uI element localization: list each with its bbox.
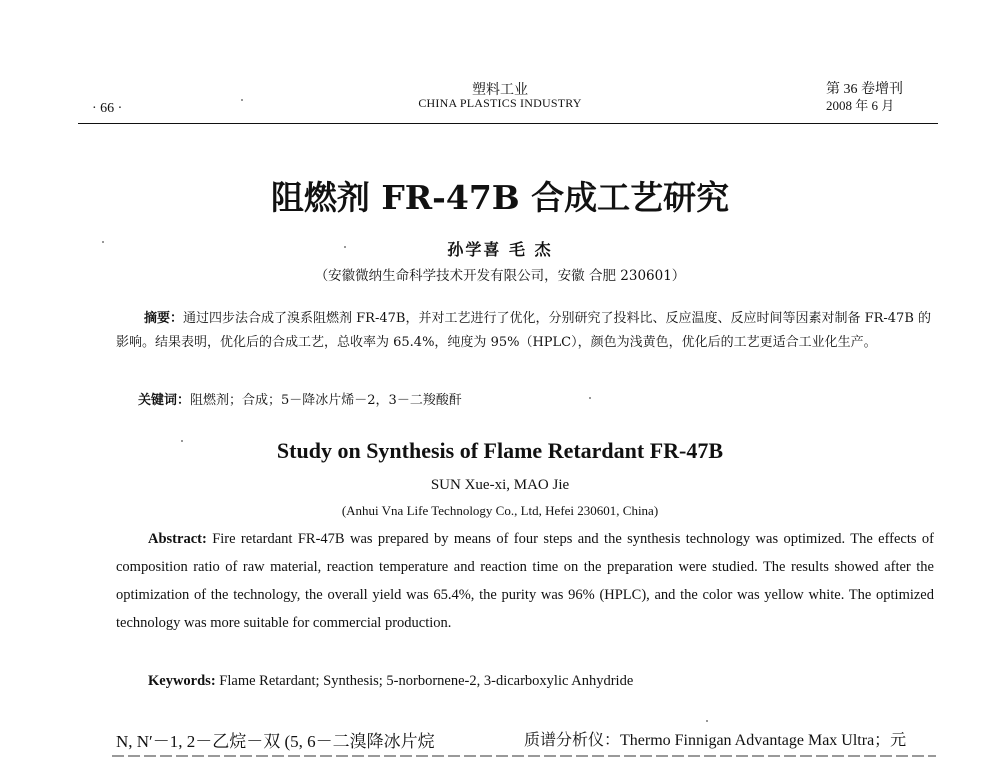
- journal-title-en: CHINA PLASTICS INDUSTRY: [418, 96, 582, 110]
- scan-speck: [241, 99, 243, 101]
- scan-speck: [589, 397, 591, 399]
- authors-en: SUN Xue-xi, MAO Jie: [430, 477, 570, 493]
- body-left-column-start: N, N′－1, 2－乙烷－双 (5, 6－二溴降冰片烷: [116, 732, 435, 751]
- page-number: · 66 ·: [92, 101, 123, 116]
- keywords-cn-label: 关键词：: [138, 393, 191, 408]
- keywords-cn: [138, 389, 462, 408]
- scan-speck: [102, 241, 104, 243]
- scan-speck: [181, 440, 183, 442]
- authors-cn: 孙学喜 毛 杰: [447, 240, 553, 259]
- header-rule: [78, 123, 938, 124]
- abstract-en: [116, 525, 934, 637]
- keywords-cn-text: 阻燃剂；合成；5－降冰片烯－2，3－二羧酸酐: [190, 393, 462, 408]
- keywords-en-text: Flame Retardant; Synthesis; 5-norbornene-2, 3-dicarboxylic Anhydride: [219, 673, 634, 689]
- abstract-cn-label: 摘要：: [144, 311, 184, 326]
- body-right-column-start: 质谱分析仪：Thermo Finnigan Advantage Max Ultra；元: [524, 732, 907, 749]
- paper-title-cn: 阻燃剂 FR-47B 合成工艺研究: [270, 178, 730, 217]
- journal-title-cn: 塑料工业: [472, 83, 528, 98]
- paper-title-en: Study on Synthesis of Flame Retardant FR-47B: [276, 438, 724, 463]
- abstract-en-text: Fire retardant FR-47B was prepared by means of four steps and the synthesis technology was optimized. The effects of composition ratio of raw material, reaction temperature and reaction time on the preparation were studied. The results showed after the optimization of the technology, the overall yield was 65.4%, the purity was 96% (HPLC), and the color was yellow white. The optimized technology was more suitable for commercial production.: [116, 531, 934, 631]
- abstract-cn: [116, 307, 936, 355]
- scan-speck: [344, 246, 346, 248]
- cut-off-next-line: [112, 752, 936, 760]
- issue-date: 2008 年 6 月: [826, 98, 895, 113]
- keywords-en: [148, 673, 633, 690]
- abstract-cn-text: 通过四步法合成了溴系阻燃剂 FR-47B，并对工艺进行了优化，分别研究了投料比、反应温度、反应时间等因素对制备 FR-47B 的影响。结果表明，优化后的合成工艺，总收率为 65.4%，纯度为 95%（HPLC），颜色为浅黄色，优化后的工艺更适合工业化生产。: [116, 311, 932, 350]
- keywords-en-label: Keywords:: [148, 673, 216, 689]
- scan-speck: [706, 720, 708, 722]
- abstract-en-label: Abstract:: [148, 531, 207, 547]
- issue-volume: 第 36 卷增刊: [826, 82, 903, 97]
- affiliation-en: (Anhui Vna Life Technology Co., Ltd, Hefei 230601, China): [341, 503, 659, 518]
- affiliation-cn: （安徽微纳生命科学技术开发有限公司，安徽 合肥 230601）: [314, 268, 686, 284]
